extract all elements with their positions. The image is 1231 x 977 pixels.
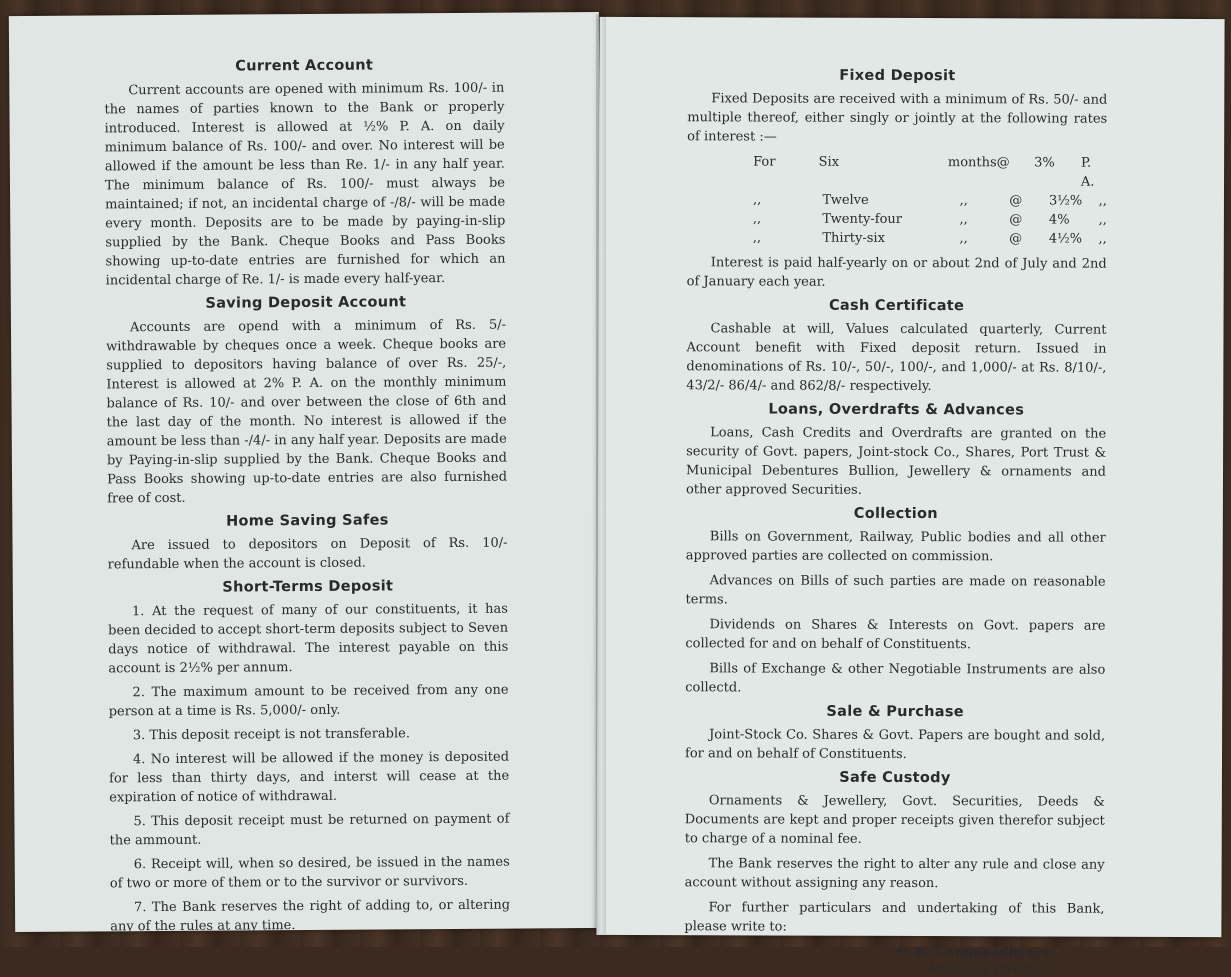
rate-row — [687, 209, 1107, 229]
rate-unit: ,, — [959, 193, 968, 209]
collection-text: Bills of Exchange & other Negotiable Instruments are also collectd. — [685, 661, 1106, 696]
loans-text: Loans, Cash Credits and Overdrafts are granted on the security of Govt. papers, Joint-stock Co., Shares, Port Trust & Municipal Debentures Bullion, Jewellery & ornaments and other approved Securities. — [685, 425, 1107, 498]
home-saving-text: Are issued to depositors on Deposit of Rs. 10/- refundable when the account is closed. — [107, 535, 508, 573]
interest-rate-table — [687, 152, 1107, 248]
collection-text: Dividends on Shares & Interests on Govt. papers are collected for and on behalf of Constituents. — [685, 617, 1106, 653]
home-saving-heading: Home Saving Safes — [225, 512, 389, 530]
short-term-heading: Short-Terms Deposit — [222, 578, 394, 596]
sale-purchase-heading: Sale & Purchase — [826, 703, 964, 721]
collection-text: Bills on Government, Railway, Public bodies and all other approved parties are collected on commission. — [685, 529, 1106, 565]
short-term-rules — [108, 600, 510, 937]
rate-prefix: For — [753, 154, 776, 170]
cash-certificate-text: Cashable at will, Values calculated quarterly, Current Account benefit with Fixed deposit return. Issued in denominations of Rs. 10/-, 50/-, 100/-, and 1,000/- at Rs. 8/10/-, 43/2/- 86/4/- and 862/8/- respectively. — [686, 321, 1107, 395]
left-page — [9, 12, 605, 935]
rate-term: Six — [818, 154, 840, 170]
rate-at: @ — [1009, 193, 1023, 209]
collection-heading: Collection — [853, 505, 938, 523]
rate-at: @ — [996, 155, 1010, 171]
rate-prefix: ,, — [752, 230, 762, 246]
signatory-name: S. K. Gangopadhyaya, — [896, 944, 1055, 961]
rate-at: @ — [1009, 231, 1023, 247]
current-account-heading: Current Account — [235, 57, 374, 75]
rate-row — [687, 228, 1107, 248]
rate-unit: ,, — [959, 212, 968, 228]
rate-row — [687, 152, 1107, 191]
loans-heading: Loans, Overdrafts & Advances — [768, 401, 1025, 419]
saving-deposit-text: Accounts are opend with a minimum of Rs. 5/- withdrawable by cheques once a week. Cheque books are supplied to depositors having balance of over Rs. 25/-, Interest is allowed at 2% P. A. on the monthly minimum balance of Rs. 10/- and over between the close of 6th and the last day of the month. No interest is allowed if the amount be less than -/4/- in any half year. Deposits are made by Paying-in-slip supplied by the Bank. Cheque Books and Pass Books showing up-to-date entries are also furnished free of cost. — [106, 317, 508, 507]
saving-deposit-heading: Saving Deposit Account — [205, 294, 407, 312]
rate-suffix: ,, — [1098, 193, 1107, 209]
safe-custody-heading: Safe Custody — [839, 769, 951, 787]
rate-at: @ — [1009, 212, 1023, 228]
safe-custody-text: Ornaments & Jewellery, Govt. Securities, Deeds & Documents are kept and proper receipts given therefor subject to charge of a nominal fee. — [684, 793, 1105, 847]
rate-term: Twenty-four — [822, 211, 903, 227]
safe-custody-text: For further particulars and undertaking of this Bank, please write to: — [684, 900, 1105, 935]
rate-value: 3½% — [1048, 193, 1083, 209]
fixed-deposit-heading: Fixed Deposit — [839, 67, 956, 85]
short-term-rule: 7. The Bank reserves the right of adding to, or altering any of the rules at any time. — [110, 897, 511, 935]
rate-term: Thirty-six — [822, 230, 885, 246]
rate-suffix: ,, — [1098, 212, 1107, 228]
rate-unit: ,, — [959, 231, 968, 247]
current-account-text: Current accounts are opened with minimum Rs. 100/- in the names of parties known to the Bank or properly introduced. Interest is allowed at ½% P. A. on daily minimum balance of Rs. 100/- and over. No interest will be allowed if the amount be less than Re. 1/- in any half year. The minimum balance of Rs. 100/- must always be maintained; if not, an incidental charge of -/8/- will be made every month. Deposits are to be made by paying-in-slip supplied by the Bank. Cheque Books and Pass Books showing up-to-date entries are furnished for which an incidental charge of Re. 1/- is made every half-year. — [104, 80, 506, 289]
short-term-rule: 1. At the request of many of our constituents, it has been decided to accept short-term deposits subject to Seven days notice of withdrawal. The interest payable on this account is 2½% per annum. — [108, 601, 509, 677]
rate-value: 3% — [1034, 155, 1055, 171]
signatory-role: Managing Director — [928, 962, 1045, 977]
rate-prefix: ,, — [752, 192, 762, 208]
safe-custody-text: The Bank reserves the right to alter any rule and close any account without assigning any reason. — [684, 856, 1105, 892]
fixed-deposit-note: Interest is paid half-yearly on or about 2nd of July and 2nd of January each year. — [686, 255, 1107, 290]
short-term-rule: 6. Receipt will, when so desired, be issued in the names of two or more of them or to the survivor or survivors. — [109, 854, 510, 892]
rate-suffix: ,, — [1098, 231, 1107, 247]
short-term-rule: 3. This deposit receipt is not transferable. — [132, 726, 411, 744]
rate-term: Twelve — [822, 192, 869, 208]
right-column — [684, 67, 1107, 976]
rate-value: 4% — [1048, 212, 1070, 228]
sale-purchase-text: Joint-Stock Co. Shares & Govt. Papers are bought and sold, for and on behalf of Constituents. — [685, 727, 1106, 762]
short-term-rule: 2. The maximum amount to be received from any one person at a time is Rs. 5,000/- only. — [108, 682, 509, 720]
rate-suffix: P. A. — [1080, 155, 1095, 190]
left-column — [104, 57, 510, 942]
short-term-rule: 4. No interest will be allowed if the money is deposited for less than thirty days, and interst will cease at the expiration of notice of withdrawal. — [109, 749, 510, 806]
cash-certificate-heading: Cash Certificate — [828, 297, 965, 315]
right-page — [596, 17, 1224, 977]
fixed-deposit-intro: Fixed Deposits are received with a minimum of Rs. 50/- and multiple thereof, either singly or jointly at the following rates of interest :— — [687, 91, 1108, 145]
page-fold — [596, 14, 606, 934]
rate-prefix: ,, — [752, 211, 762, 227]
collection-text: Advances on Bills of such parties are made on reasonable terms. — [685, 573, 1106, 608]
rate-row — [687, 190, 1107, 210]
short-term-rule: 5. This deposit receipt must be returned on payment of the ammount. — [109, 811, 510, 849]
rate-unit: months — [947, 155, 997, 171]
rate-value: 4½% — [1048, 231, 1083, 247]
